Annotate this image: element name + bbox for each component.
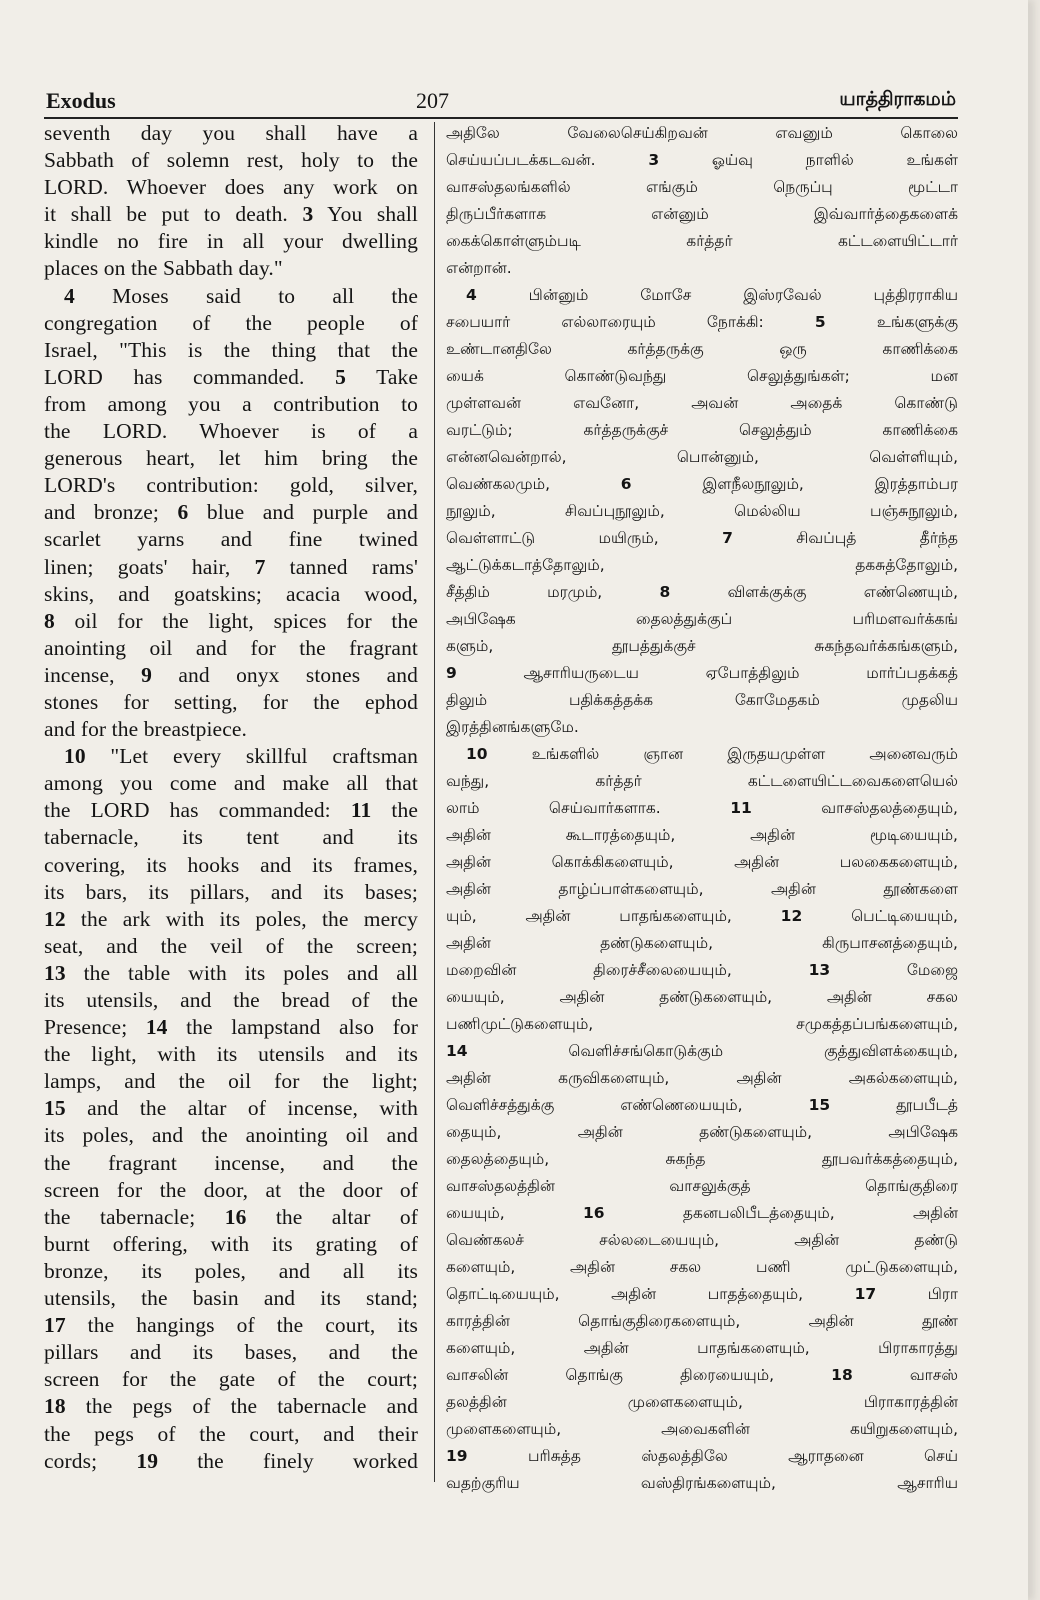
- english-text-line: congregation of the people of: [44, 310, 418, 335]
- english-text-line: burnt offering, with its grating of: [44, 1231, 418, 1256]
- english-text-line: 8 oil for the light, spices for the: [44, 608, 418, 633]
- tamil-text-line: வாசஸ்தலங்களில் எங்கும் நெருப்பு மூட்டா: [446, 178, 958, 196]
- tamil-column: [446, 120, 958, 1497]
- verse-number: 12: [780, 907, 803, 925]
- tamil-text-line: அதின் தாழ்ப்பாள்களையும், அதின் தூண்களை: [446, 880, 958, 898]
- english-text-line: incense, 9 and onyx stones and: [44, 662, 418, 687]
- verse-number: 8: [44, 608, 55, 633]
- verse-number: 10: [466, 745, 488, 763]
- english-text-line: LORD. Whoever does any work on: [44, 175, 418, 200]
- english-text-line: linen; goats' hair, 7 tanned rams': [44, 554, 418, 579]
- verse-number: 14: [446, 1042, 468, 1060]
- verse-number: 17: [44, 1313, 66, 1338]
- english-text-line: utensils, the basin and its stand;: [44, 1286, 418, 1311]
- tamil-text-line: தைலத்தையும், சுகந்த தூபவர்க்கத்தையும்,: [446, 1150, 958, 1168]
- tamil-text-line: நூலும், சிவப்புநூலும், மெல்லிய பஞ்சுநூலும்,: [446, 502, 958, 520]
- verse-number: 6: [620, 475, 632, 493]
- tamil-text-line: வதற்குரிய வஸ்திரங்களையும், ஆசாரிய: [446, 1474, 958, 1492]
- verse-number: 9: [446, 664, 457, 682]
- tamil-text-line: யையும், அதின் தண்டுகளையும், அதின் சகல: [446, 988, 958, 1006]
- page-header: [46, 88, 956, 118]
- english-text-line: kindle no fire in all your dwelling: [44, 229, 418, 254]
- book-title-english: Exodus: [46, 88, 116, 113]
- verse-number: 19: [136, 1448, 159, 1473]
- english-text-line: cords; 19 the finely worked: [44, 1448, 418, 1473]
- tamil-text-line: செய்யப்படக்கடவன். 3 ஓய்வு நாளில் உங்கள்: [446, 151, 958, 169]
- tamil-text-line: வெளிச்சத்துக்கு எண்ணெயையும், 15 தூபபீடத்: [446, 1096, 958, 1114]
- book-title-tamil: யாத்திராகமம்: [839, 88, 956, 110]
- verse-number: 6: [177, 500, 189, 525]
- tamil-text-line: முள்ளவன் எவனோ, அவன் அதைக் கொண்டு: [446, 394, 958, 412]
- tamil-text-line: வாசலின் தொங்கு திரையையும், 18 வாசஸ்: [446, 1366, 959, 1384]
- english-text-line: and for the breastpiece.: [44, 717, 247, 742]
- tamil-text-line: திருப்பீர்களாக என்னும் இவ்வார்த்தைகளைக்: [446, 205, 958, 223]
- verse-number: 5: [814, 313, 826, 331]
- english-text-line: Israel, "This is the thing that the: [44, 337, 418, 362]
- english-text-line: among you come and make all that: [44, 771, 418, 796]
- verse-number: 8: [659, 583, 671, 601]
- verse-number: 10: [64, 744, 86, 769]
- tamil-text-line: அதின் கூடாரத்தையும், அதின் மூடியையும்,: [446, 826, 958, 844]
- english-text-line: the pegs of the court, and their: [44, 1421, 418, 1446]
- verse-number: 11: [730, 799, 752, 817]
- english-text-line: 10 "Let every skillful craftsman: [64, 744, 418, 769]
- tamil-text-line: தையும், அதின் தண்டுகளையும், அபிஷேக: [446, 1123, 958, 1141]
- tamil-text-line: களையும், அதின் பாதங்களையும், பிராகாரத்து: [446, 1339, 958, 1357]
- verse-number: 7: [722, 529, 733, 547]
- tamil-text-line: அதின் கொக்கிகளையும், அதின் பலகைகளையும்,: [446, 853, 958, 871]
- tamil-text-line: யைக் கொண்டுவந்து செலுத்துங்கள்; மன: [446, 367, 958, 385]
- english-text-line: places on the Sabbath day.": [44, 256, 283, 281]
- english-text-line: its bars, its pillars, and its bases;: [44, 879, 418, 904]
- tamil-text-line: பணிமுட்டுகளையும், சமுகத்தப்பங்களையும்,: [446, 1015, 958, 1033]
- tamil-text-line: களும், தூபத்துக்குச் சுகந்தவர்க்கங்களும்,: [446, 637, 958, 655]
- tamil-text-line: வெண்கலச் சல்லடையையும், அதின் தண்டு: [446, 1231, 958, 1249]
- english-text-line: generous heart, let him bring the: [44, 446, 418, 471]
- verse-number: 4: [64, 283, 75, 308]
- tamil-text-line: தலத்தின் முளைகளையும், பிராகாரத்தின்: [446, 1393, 958, 1411]
- tamil-text-line: லாம் செய்வார்களாக. 11 வாசஸ்தலத்தையும்,: [446, 799, 958, 817]
- verse-number: 15: [808, 1096, 831, 1114]
- tamil-text-line: வாசஸ்தலத்தின் வாசலுக்குத் தொங்குதிரை: [446, 1177, 958, 1195]
- tamil-text-line: அபிஷேக தைலத்துக்குப் பரிமளவர்க்கங்: [446, 610, 958, 628]
- tamil-text-line: தொட்டியையும், அதின் பாதத்தையும், 17 பிரா: [446, 1285, 959, 1303]
- english-text-line: 13 the table with its poles and all: [44, 960, 418, 985]
- english-text-line: 18 the pegs of the tabernacle and: [44, 1394, 418, 1419]
- english-text-line: anointing oil and for the fragrant: [44, 635, 418, 660]
- english-text-line: LORD has commanded. 5 Take: [44, 364, 418, 389]
- verse-number: 7: [254, 554, 266, 579]
- tamil-text-line: 10 உங்களில் ஞான இருதயமுள்ள அனைவரும்: [466, 745, 958, 763]
- verse-number: 18: [44, 1394, 66, 1419]
- tamil-text-line: முளைகளையும், அவைகளின் கயிறுகளையும்,: [446, 1420, 958, 1438]
- verse-number: 5: [335, 364, 346, 389]
- english-text-line: and bronze; 6 blue and purple and: [44, 500, 418, 525]
- english-text-line: it shall be put to death. 3 You shall: [44, 202, 418, 227]
- english-text-line: pillars and its bases, and the: [44, 1340, 418, 1365]
- english-text-line: the LORD. Whoever is of a: [44, 419, 418, 444]
- english-text-line: from among you a contribution to: [44, 391, 418, 416]
- tamil-text-line: கைக்கொள்ளும்படி கர்த்தர் கட்டளையிட்டார்: [446, 232, 958, 250]
- english-text-line: the fragrant incense, and the: [44, 1150, 418, 1175]
- verse-number: 11: [350, 798, 372, 823]
- english-text-line: LORD's contribution: gold, silver,: [44, 473, 418, 498]
- tamil-text-line: களையும், அதின் சகல பணி முட்டுகளையும்,: [446, 1258, 958, 1276]
- verse-number: 3: [302, 202, 314, 227]
- english-text-line: covering, its hooks and its frames,: [44, 852, 418, 877]
- tamil-text-line: திலும் பதிக்கத்தக்க கோமேதகம் முதலிய: [446, 691, 958, 709]
- english-text-line: seat, and the veil of the screen;: [44, 933, 418, 958]
- tamil-text-line: யும், அதின் பாதங்களையும், 12 பெட்டியையும்,: [446, 907, 958, 925]
- english-text-line: 17 the hangings of the court, its: [44, 1313, 418, 1338]
- english-text-line: Presence; 14 the lampstand also for: [44, 1015, 418, 1040]
- tamil-text-line: அதிலே வேலைசெய்கிறவன் எவனும் கொலை: [446, 124, 958, 142]
- tamil-text-line: 4 பின்னும் மோசே இஸ்ரவேல் புத்திரராகிய: [466, 286, 958, 304]
- page-number: 207: [416, 88, 449, 113]
- tamil-text-line: வந்து, கர்த்தர் கட்டளையிட்டவைகளையெல்: [446, 772, 958, 790]
- tamil-text-line: அதின் தண்டுகளையும், கிருபாசனத்தையும்,: [446, 934, 958, 952]
- verse-number: 13: [808, 961, 831, 979]
- english-text-line: tabernacle, its tent and its: [44, 825, 418, 850]
- tamil-text-line: சீத்திம் மரமும், 8 விளக்குக்கு எண்ணெயும்,: [446, 583, 958, 601]
- english-text-line: skins, and goatskins; acacia wood,: [44, 581, 418, 606]
- english-text-line: 4 Moses said to all the: [64, 283, 418, 308]
- tamil-text-line: மறைவின் திரைச்சீலையையும், 13 மேஜை: [446, 961, 958, 979]
- verse-number: 16: [224, 1204, 247, 1229]
- english-text-line: its poles, and the anointing oil and: [44, 1123, 418, 1148]
- tamil-text-line: வெள்ளாட்டு மயிரும், 7 சிவப்புத் தீர்ந்த: [446, 529, 959, 547]
- verse-number: 18: [831, 1366, 853, 1384]
- english-text-line: 12 the ark with its poles, the mercy: [44, 906, 418, 931]
- column-divider: [434, 122, 435, 1482]
- tamil-text-line: என்றான்.: [446, 259, 512, 277]
- tamil-text-line: இரத்தினங்களுமே.: [446, 718, 579, 736]
- english-text-line: bronze, its poles, and all its: [44, 1258, 418, 1283]
- english-text-line: 15 and the altar of incense, with: [44, 1096, 418, 1121]
- tamil-text-line: என்னவென்றால், பொன்னும், வெள்ளியும்,: [446, 448, 958, 466]
- header-rule: [44, 117, 958, 119]
- english-text-line: the LORD has commanded: 11 the: [44, 798, 418, 823]
- english-text-line: its utensils, and the bread of the: [44, 988, 418, 1012]
- english-text-line: Sabbath of solemn rest, holy to the: [44, 148, 418, 173]
- verse-number: 4: [466, 286, 477, 304]
- english-text-line: the tabernacle; 16 the altar of: [44, 1204, 418, 1229]
- verse-number: 17: [854, 1285, 877, 1303]
- tamil-text-line: வரட்டும்; கர்த்தருக்குச் செலுத்தும் காணிக்கை: [446, 421, 958, 439]
- verse-number: 19: [446, 1447, 468, 1465]
- verse-number: 14: [145, 1015, 168, 1040]
- english-text-line: scarlet yarns and fine twined: [44, 527, 418, 552]
- verse-number: 9: [141, 662, 152, 687]
- tamil-text-line: 14 வெளிச்சங்கொடுக்கும் குத்துவிளக்கையும்,: [446, 1042, 958, 1060]
- english-text-line: screen for the door, at the door of: [44, 1177, 418, 1202]
- tamil-text-line: ஆட்டுக்கடாத்தோலும், தகசுத்தோலும்,: [446, 556, 958, 574]
- english-text-line: lamps, and the oil for the light;: [44, 1069, 418, 1094]
- tamil-text-line: 19 பரிசுத்த ஸ்தலத்திலே ஆராதனை செய்: [446, 1447, 958, 1465]
- english-column: [44, 120, 418, 1475]
- verse-number: 15: [44, 1096, 66, 1121]
- verse-number: 16: [583, 1204, 605, 1222]
- english-text-line: seventh day you shall have a: [44, 121, 418, 145]
- tamil-text-line: 9 ஆசாரியருடைய ஏபோத்திலும் மார்ப்பதக்கத்: [446, 664, 958, 682]
- tamil-text-line: யையும், 16 தகனபலிபீடத்தையும், அதின்: [446, 1204, 959, 1222]
- tamil-text-line: காரத்தின் தொங்குதிரைகளையும், அதின் தூண்: [446, 1312, 958, 1330]
- english-text-line: screen for the gate of the court;: [44, 1367, 418, 1392]
- tamil-text-line: வெண்கலமும், 6 இளநீலநூலும், இரத்தாம்பர: [446, 475, 958, 493]
- verse-number: 12: [44, 906, 66, 931]
- verse-number: 3: [648, 151, 660, 169]
- verse-number: 13: [44, 960, 66, 985]
- english-text-line: the light, with its utensils and its: [44, 1042, 418, 1067]
- tamil-text-line: உண்டானதிலே கர்த்தருக்கு ஒரு காணிக்கை: [446, 340, 958, 358]
- tamil-text-line: சபையார் எல்லாரையும் நோக்கி: 5 உங்களுக்கு: [446, 313, 958, 331]
- english-text-line: stones for setting, for the ephod: [44, 689, 418, 714]
- tamil-text-line: அதின் கருவிகளையும், அதின் அகல்களையும்,: [446, 1069, 958, 1087]
